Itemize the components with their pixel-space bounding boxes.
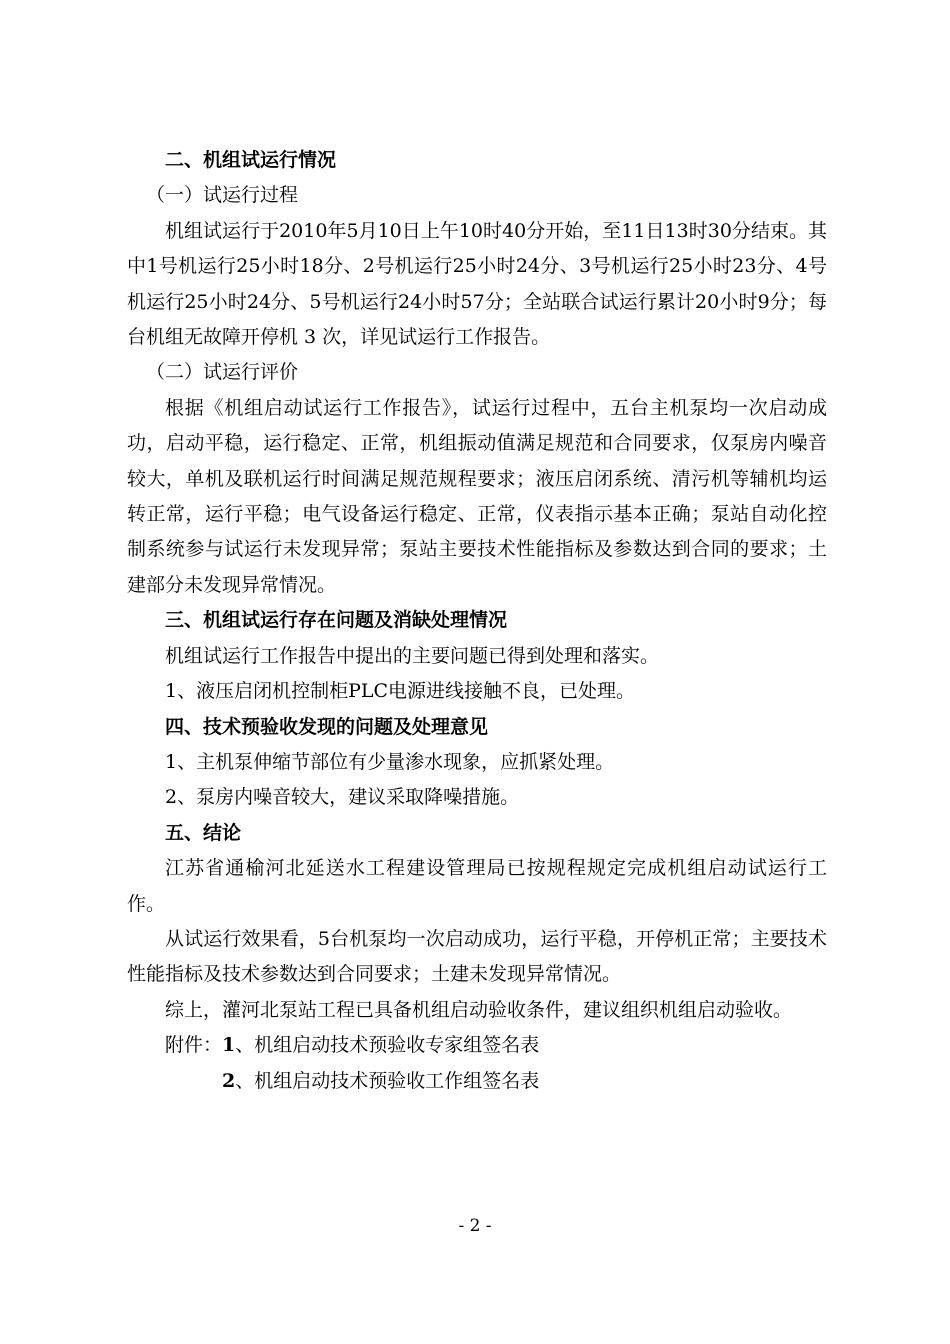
subheading-trial-evaluation: （二）试运行评价 <box>146 361 299 384</box>
issue-item-1: 1、液压启闭机控制柜PLC电源进线接触不良，已处理。 <box>165 680 636 703</box>
attachment-1-text: 、机组启动技术预验收专家组签名表 <box>235 1034 540 1057</box>
paragraph-conclusion-3: 综上，灌河北泵站工程已具备机组启动验收条件，建议组织机组启动验收。 <box>165 998 793 1021</box>
attachment-2-text: 、机组启动技术预验收工作组签名表 <box>235 1069 540 1092</box>
subheading-trial-process: （一）试运行过程 <box>146 184 299 207</box>
pre-acceptance-item-1: 1、主机泵伸缩节部位有少量渗水现象，应抓紧处理。 <box>165 750 615 773</box>
attachment-line-2 <box>127 1064 827 1099</box>
paragraph-trial-evaluation: 根据《机组启动试运行工作报告》，试运行过程中，五台主机泵均一次启动成功，启动平稳，运行稳定、正常，机组振动值满足规范和合同要求，仅泵房内噪音较大，单机及联机运行时间满足规范规程要求；液压启闭系统、清污机等辅机均运转正常，运行平稳；电气设备运行稳定、正常，仪表指示基本正确；泵站自动化控制系统参与试运行未发现异常；泵站主要技术性能指标及参数达到合同的要求；土建部分未发现异常情况。 <box>127 396 827 596</box>
section-heading-pre-acceptance: 四、技术预验收发现的问题及处理意见 <box>165 715 489 738</box>
pre-acceptance-item-2: 2、泵房内噪音较大，建议采取降噪措施。 <box>165 786 520 809</box>
page-number: - 2 - <box>458 1216 492 1236</box>
paragraph-trial-process: 机组试运行于2010年5月10日上午10时40分开始，至11日13时30分结束。其中1号机运行25小时18分、2号机运行25小时24分、3号机运行25小时23分、4号机运行25小时24分、5号机运行24小时57分；全站联合试运行累计20小时9分；每台机组无故障开停机 3 次，详见试运行工作报告。 <box>127 219 827 349</box>
attachment-label: 附件： <box>165 1034 223 1057</box>
attachment-2-number: 2 <box>222 1069 236 1092</box>
paragraph-conclusion-2: 从试运行效果看，5台机泵均一次启动成功，运行平稳，开停机正常；主要技术性能指标及技术参数达到合同要求；土建未发现异常情况。 <box>127 927 827 986</box>
section-heading-conclusion: 五、结论 <box>165 821 242 844</box>
section-heading-trial-run: 二、机组试运行情况 <box>165 149 337 171</box>
document-body <box>127 143 827 1099</box>
paragraph-conclusion-1: 江苏省通榆河北延送水工程建设管理局已按规程规定完成机组启动试运行工作。 <box>127 857 827 915</box>
attachment-line-1 <box>127 1028 827 1063</box>
attachment-1-number: 1 <box>222 1034 236 1057</box>
paragraph-issues-intro: 机组试运行工作报告中提出的主要问题已得到处理和落实。 <box>165 644 660 667</box>
section-heading-issues: 三、机组试运行存在问题及消缺处理情况 <box>165 609 508 632</box>
